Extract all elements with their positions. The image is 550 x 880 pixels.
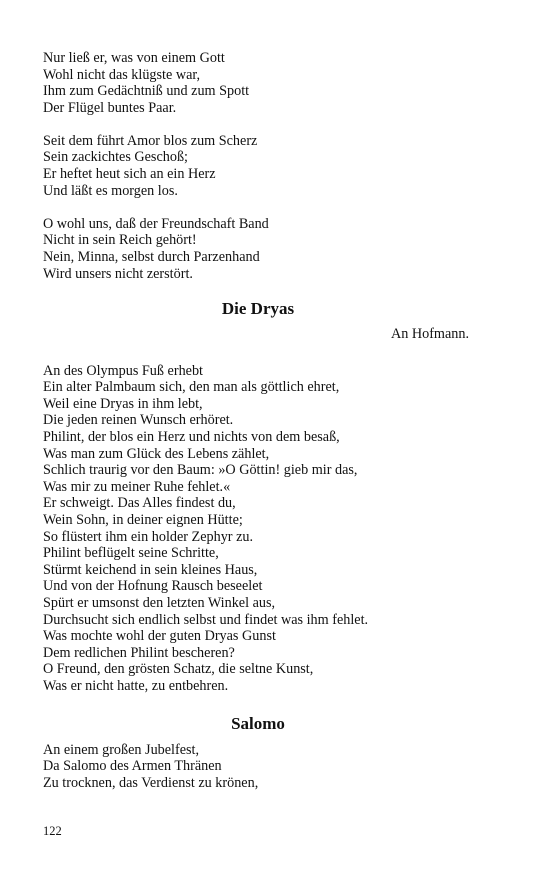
poem-dedication: An Hofmann. [390,325,469,342]
verse-line: Was mir zu meiner Ruhe fehlet.« [43,478,231,495]
poem-title-salomo: Salomo [231,713,285,733]
verse-line: Weil eine Dryas in ihm lebt, [43,395,203,412]
verse-line: Dem redlichen Philint bescheren? [43,644,235,661]
verse-line: Ein alter Palmbaum sich, den man als göttlich ehret, [43,379,340,396]
verse-line: Nein, Minna, selbst durch Parzenhand [43,248,260,265]
verse-line: Sein zackichtes Geschoß; [43,149,188,166]
verse-line: Und läßt es morgen los. [43,182,178,199]
verse-line: Was er nicht hatte, zu entbehren. [43,677,229,694]
page-number: 122 [43,824,62,838]
poem2-body [43,363,473,695]
verse-line: O wohl uns, daß der Freundschaft Band [43,215,269,232]
verse-line: Die jeden reinen Wunsch erhöret. [43,412,234,429]
verse-line: Philint beflügelt seine Schritte, [43,545,219,562]
verse-line: Er schweigt. Das Alles findest du, [43,495,236,512]
verse-line: So flüstert ihm ein holder Zephyr zu. [43,528,254,545]
verse-line: Der Flügel buntes Paar. [43,99,177,116]
verse-line: Stürmt keichend in sein kleines Haus, [43,561,258,578]
verse-line: Spürt er umsonst den letzten Winkel aus, [43,594,276,611]
verse-line: Da Salomo des Armen Thränen [43,758,222,775]
verse-line: Was mochte wohl der guten Dryas Gunst [43,628,276,645]
verse-line: Nur ließ er, was von einem Gott [43,50,225,66]
verse-line: Philint, der blos ein Herz und nichts von dem besaß, [43,429,340,445]
verse-line: Nicht in sein Reich gehört! [43,232,197,249]
verse-line: Wein Sohn, in deiner eignen Hütte; [43,511,243,528]
verse-line: Seit dem führt Amor blos zum Scherz [43,132,258,149]
poem-title-dryas: Die Dryas [221,298,295,318]
verse-line: Wird unsers nicht zerstört. [43,265,193,282]
page-content [43,50,473,808]
verse-line: Und von der Hofnung Rausch beseelet [43,578,263,595]
poem1-stanza-3 [43,216,473,282]
verse-line: Was man zum Glück des Lebens zählet, [43,445,270,462]
verse-line: Er heftet heut sich an ein Herz [43,166,216,183]
verse-line: Zu trocknen, das Verdienst zu krönen, [43,774,259,791]
verse-line: Ihm zum Gedächtniß und zum Spott [43,83,250,100]
verse-line: Durchsucht sich endlich selbst und findet was ihm fehlet. [43,611,369,628]
poem1-stanza-2 [43,133,473,199]
verse-line: Schlich traurig vor den Baum: »O Göttin! gieb mir das, [43,462,358,479]
verse-line: Wohl nicht das klügste war, [43,66,201,83]
poem3-body [43,742,473,792]
verse-line: O Freund, den grösten Schatz, die seltne Kunst, [43,661,314,678]
poem1-stanza-1 [43,50,473,116]
verse-line: An des Olympus Fuß erhebt [43,362,203,379]
verse-line: An einem großen Jubelfest, [43,741,200,758]
